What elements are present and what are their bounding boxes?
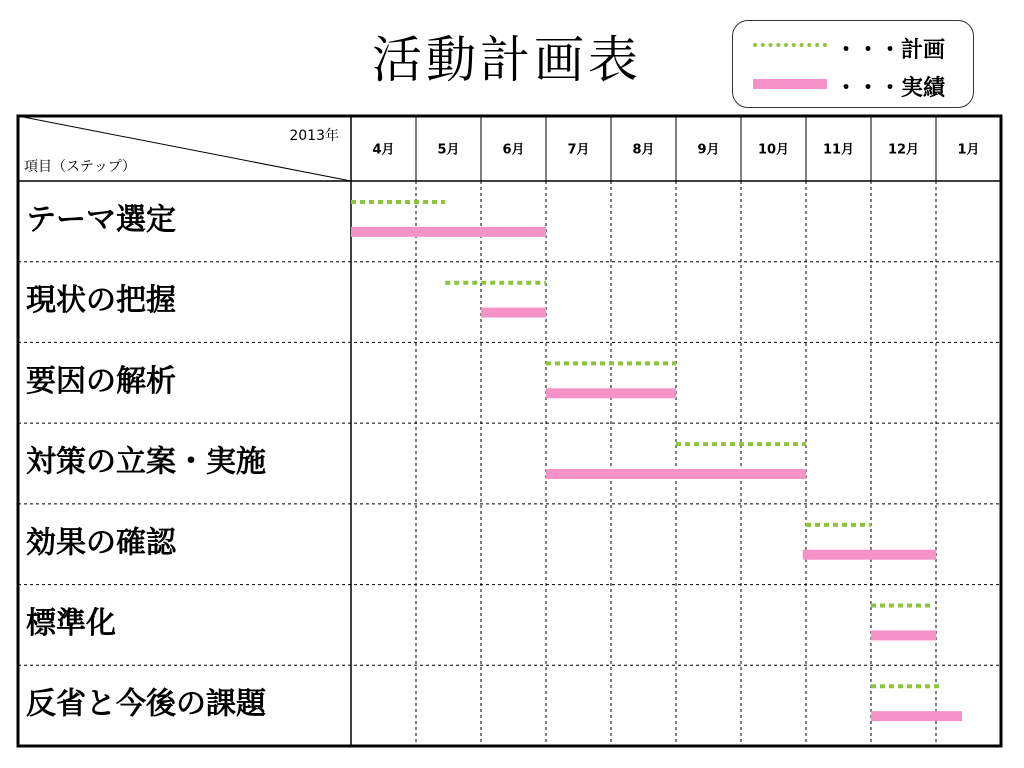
row-header-label: 項目（ステップ） (24, 159, 136, 175)
actual-bar (546, 388, 676, 398)
legend-actual-label: ・・・実績 (835, 76, 946, 101)
task-label: 反省と今後の課題 (26, 686, 266, 722)
year-label: 2013年 (289, 128, 339, 144)
actual-bar (481, 308, 546, 318)
actual-bar (871, 630, 936, 640)
page-title: 活動計画表 (372, 31, 642, 89)
month-label: 8月 (632, 142, 655, 158)
task-label: テーマ選定 (26, 202, 176, 238)
actual-bar (546, 469, 806, 479)
month-label: 11月 (822, 142, 855, 158)
task-label: 効果の確認 (26, 525, 176, 561)
month-label: 9月 (697, 142, 720, 158)
actual-bar (871, 711, 962, 721)
actual-bar (803, 550, 936, 560)
legend-plan-label: ・・・計画 (835, 38, 946, 63)
month-label: 12月 (887, 142, 920, 158)
actual-bar (351, 227, 546, 237)
month-label: 10月 (757, 142, 790, 158)
task-label: 標準化 (26, 606, 116, 641)
month-label: 7月 (567, 142, 590, 158)
month-label: 4月 (372, 142, 395, 158)
month-label: 1月 (957, 142, 980, 158)
task-label: 要因の解析 (26, 363, 176, 399)
task-label: 現状の把握 (26, 283, 176, 319)
month-label: 5月 (437, 142, 460, 158)
task-label: 対策の立案・実施 (26, 444, 266, 480)
month-label: 6月 (502, 142, 525, 158)
